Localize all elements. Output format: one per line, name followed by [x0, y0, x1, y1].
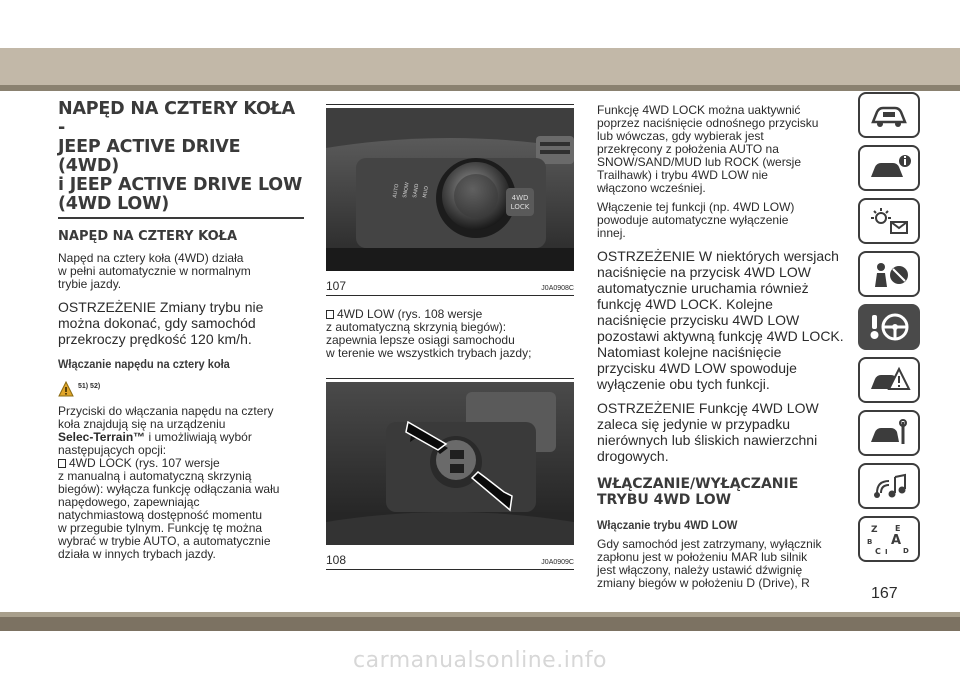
checkbox-bullet-icon	[58, 459, 66, 468]
svg-text:LOCK: LOCK	[510, 203, 530, 211]
svg-text:Z: Z	[871, 525, 878, 535]
column-2	[326, 104, 574, 570]
figure-rule	[326, 295, 574, 296]
column-1	[58, 100, 306, 567]
svg-text:B: B	[867, 538, 873, 546]
steering-wheel-key-icon	[867, 311, 911, 343]
car-warning-icon	[867, 365, 911, 395]
figure-108-caption	[326, 545, 574, 567]
tab-car-info[interactable]	[858, 145, 920, 191]
safety-icon	[867, 259, 911, 289]
bottom-line	[0, 617, 960, 631]
svg-text:C: C	[875, 547, 881, 556]
buttons-paragraph: Przyciski do włączania napędu na cztery koła znajdują się na urządzeniu Selec-Terrain™ i umożliwiają wybór następujących opcji: 4WD LOCK (rys. 107 wersje z manualną i automatyczną skrzynią biegów): wyłącza funkcję odłączania wału napędowego, zapewniając natychmiastową dostępność momentu w przegubie tylnym. Funkcję tę można wybrać w trybie AUTO, a automatycznie działa w innych trybach jazdy.	[58, 404, 280, 561]
figure-107-caption	[326, 271, 574, 293]
svg-text:D: D	[903, 547, 909, 555]
title-line: JEEP ACTIVE DRIVE (4WD)	[58, 137, 241, 176]
heading-enable-4wd: Włączanie napędu na cztery koła	[58, 357, 230, 371]
svg-text:SNOW: SNOW	[402, 181, 411, 199]
svg-text:4WD: 4WD	[511, 194, 529, 202]
intro-paragraph: Napęd na cztery koła (4WD) działa w pełni automatycznie w normalnym trybie jazdy.	[58, 251, 251, 291]
svg-text:AUTO: AUTO	[392, 183, 401, 199]
4wd-buttons-photo	[326, 382, 574, 545]
lights-message-icon	[867, 206, 911, 236]
figure-rule	[326, 569, 574, 570]
tab-index[interactable]	[858, 516, 920, 562]
chapter-tabs	[858, 92, 924, 569]
figure-code: J0A0909C	[541, 559, 574, 566]
svg-text:SAND: SAND	[412, 183, 421, 199]
tab-lights-messages[interactable]	[858, 198, 920, 244]
figure-108-photo	[326, 382, 574, 545]
title-line: i JEEP ACTIVE DRIVE LOW	[58, 175, 303, 195]
tab-multimedia[interactable]	[858, 463, 920, 509]
tab-maintenance[interactable]	[858, 410, 920, 456]
title-line: NAPĘD NA CZTERY KOŁA -	[58, 99, 296, 138]
speed-warning: OSTRZEŻENIE Zmiany trybu nie można dokonać, gdy samochód przekroczy prędkość 120 km/h.	[58, 299, 264, 347]
svg-text:I: I	[885, 548, 888, 556]
car-tools-icon	[867, 418, 911, 448]
tab-starting-driving[interactable]	[858, 304, 920, 350]
caution-refs: 51) 52)	[78, 383, 101, 390]
tab-dashboard[interactable]	[858, 92, 920, 138]
instructions-paragraph: Gdy samochód jest zatrzymany, wyłącznik zapłonu jest w położeniu MAR lub silnik jest włączony, należy ustawić dźwignię zmiany biegów w położeniu D (Drive), R	[597, 537, 822, 590]
figure-107-photo	[326, 108, 574, 271]
figure-code: J0A0908C	[541, 285, 574, 292]
warning-triangle-icon	[58, 381, 74, 397]
figure-108	[326, 378, 574, 570]
top-header-line	[0, 85, 960, 91]
page-number: 167	[871, 585, 898, 602]
dashboard-car-icon	[867, 100, 911, 130]
watermark: carmanualsonline.info	[353, 648, 607, 673]
caution-note	[58, 381, 306, 397]
multimedia-icon	[867, 471, 911, 501]
svg-text:E: E	[895, 524, 901, 533]
item-4wd-low: 4WD LOW (rys. 108 wersje z automatyczną skrzynią biegów): zapewnia lepsze osiągi samochodu w terenie we wszystkich trybach jazdy;	[326, 307, 532, 360]
subtitle-4wd: NAPĘD NA CZTERY KOŁA	[58, 229, 238, 244]
title-line: (4WD LOW)	[58, 194, 170, 214]
svg-text:A: A	[891, 533, 902, 548]
svg-text:MUD: MUD	[422, 185, 431, 199]
figure-number: 107	[326, 279, 347, 293]
lock-paragraph: Funkcję 4WD LOCK można uaktywnić poprzez naciśnięcie odnośnego przycisku lub wówczas, gdy wybierak jest przekręcony z położenia AUTO na SNOW/SAND/MUD lub ROCK (wersje Trailhawk) i trybu 4WD LOW nie włączono wcześniej.	[597, 103, 819, 195]
heading-enable-4wd-low: Włączanie trybu 4WD LOW	[597, 518, 738, 532]
top-header-band	[0, 48, 960, 85]
figure-107	[326, 104, 574, 296]
tab-safety[interactable]	[858, 251, 920, 297]
column-3	[597, 104, 851, 596]
versions-warning: OSTRZEŻENIE W niektórych wersjach naciśnięcie na przycisk 4WD LOW automatycznie uruchamia również funkcję 4WD LOCK. Kolejne naciśnięcie przycisku 4WD LOW pozostawi aktywną funkcję 4WD LOCK. Natomiast kolejne naciśnięcie przycisku 4WD LOW spowoduje wyłączenie obu tych funkcji.	[597, 248, 844, 392]
checkbox-bullet-icon	[326, 310, 334, 319]
section-title	[58, 100, 306, 214]
figure-number: 108	[326, 553, 347, 567]
selec-terrain-knob-photo	[326, 108, 574, 271]
index-letters-icon	[865, 522, 913, 556]
tab-emergency[interactable]	[858, 357, 920, 403]
surface-warning: OSTRZEŻENIE Funkcję 4WD LOW zaleca się jedynie w przypadku nierównych lub śliskich nawierzchni drogowych.	[597, 400, 819, 464]
car-info-icon	[867, 153, 911, 183]
subtitle-4wd-low: WŁĄCZANIE/WYŁĄCZANIE TRYBU 4WD LOW	[597, 476, 799, 508]
title-rule	[58, 217, 304, 219]
function-paragraph: Włączenie tej funkcji (np. 4WD LOW) powoduje automatyczne wyłączenie innej.	[597, 200, 795, 240]
